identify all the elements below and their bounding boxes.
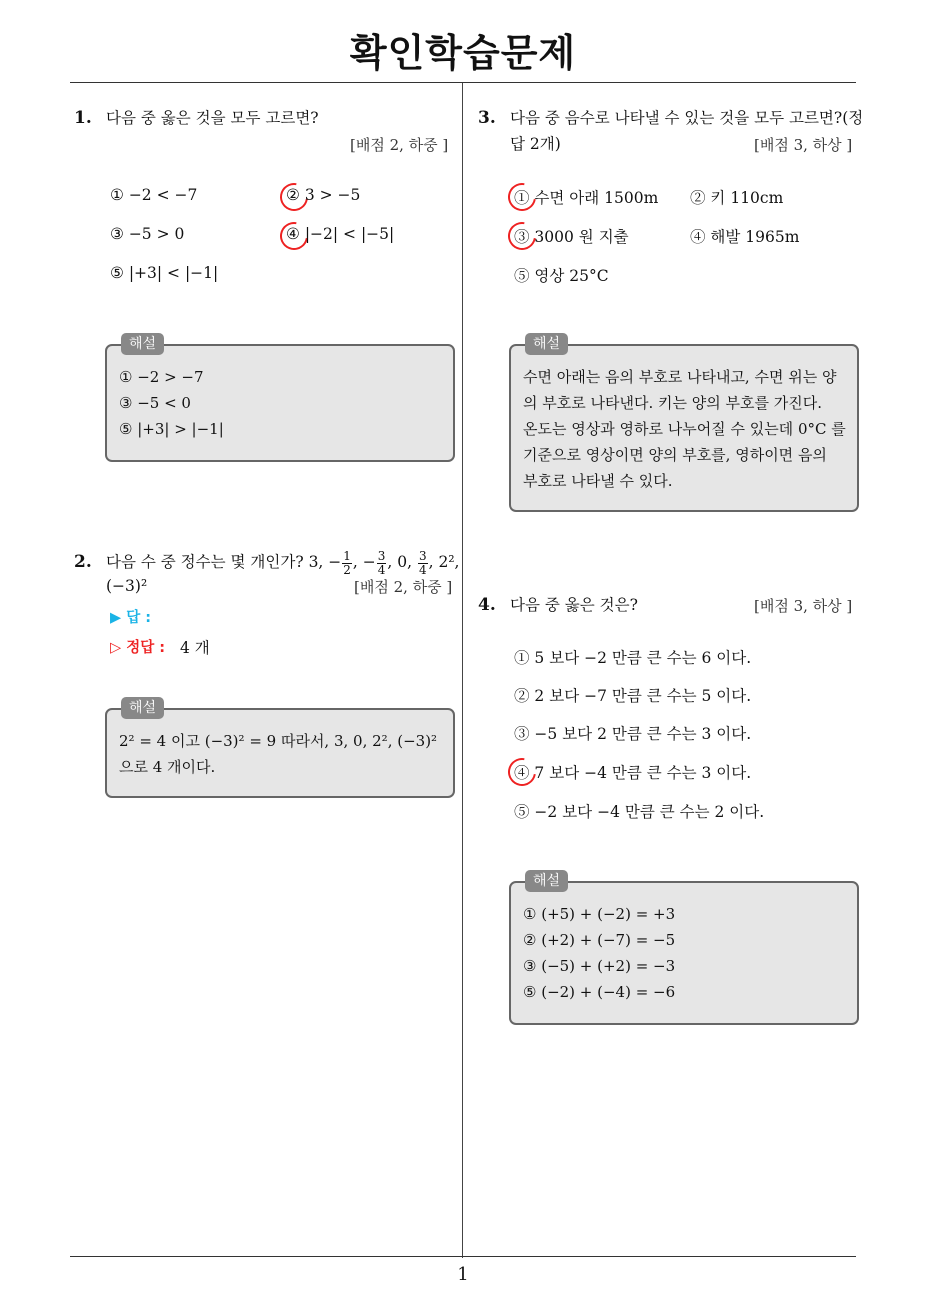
- explanation-line: 의 부호로 나타낸다. 키는 양의 부호를 가진다.: [523, 394, 822, 412]
- score-meta: [배점 3, 하상 ]: [754, 597, 853, 615]
- page-title: 확인학습문제: [349, 31, 577, 75]
- option-1[interactable]: ① 5 보다 −2 만큼 큰 수는 6 이다.: [514, 649, 752, 667]
- explanation-line: 수면 아래는 음의 부호로 나타내고, 수면 위는 양: [523, 368, 837, 386]
- option-4[interactable]: ④ 7 보다 −4 만큼 큰 수는 3 이다.: [514, 764, 752, 782]
- fraction-numerator: 3: [418, 548, 427, 563]
- top-rule: [70, 82, 856, 83]
- correct-answer-label: ▷ 정답 :: [110, 640, 166, 656]
- answer-label: ▶ 답 :: [110, 610, 152, 626]
- fraction-denominator: 2: [343, 562, 351, 577]
- option-4[interactable]: ④ 해발 1965m: [690, 228, 800, 246]
- option-4[interactable]: ④ |−2| < |−5|: [286, 225, 395, 243]
- question-text: 다음 중 옳은 것은?: [510, 596, 638, 614]
- option-1[interactable]: ① −2 < −7: [110, 186, 198, 204]
- separator: , 0,: [387, 553, 417, 571]
- option-5[interactable]: ⑤ 영상 25°C: [514, 267, 609, 285]
- question-text-end: , 2²,: [428, 553, 460, 571]
- explanation-box: [509, 336, 859, 512]
- question-text-start: 다음 수 중 정수는 몇 개인가? 3, −: [106, 553, 342, 571]
- fraction: [342, 550, 352, 577]
- explanation-line: ⑤ |+3| > |−1|: [119, 420, 224, 438]
- question-number: 2.: [74, 552, 92, 572]
- explanation-line: ① −2 > −7: [119, 368, 204, 386]
- question-text: 다음 중 옳은 것을 모두 고르면?: [106, 109, 319, 127]
- explanation-tag: 해설: [525, 870, 568, 892]
- explanation-line: 부호로 나타낼 수 있다.: [523, 472, 673, 490]
- bottom-rule: [70, 1256, 856, 1257]
- explanation-box: [105, 700, 455, 798]
- question-text: 다음 중 음수로 나타낼 수 있는 것을 모두 고르면?(정: [510, 109, 864, 127]
- question-number: 4.: [478, 595, 496, 615]
- score-meta: [배점 3, 하상 ]: [754, 136, 853, 154]
- explanation-tag: 해설: [121, 333, 164, 355]
- explanation-line: ⑤ (−2) + (−4) = −6: [523, 983, 676, 1001]
- fraction: [418, 550, 428, 577]
- option-2[interactable]: ② 3 > −5: [286, 186, 361, 204]
- explanation-tag: 해설: [121, 697, 164, 719]
- option-3[interactable]: ③ 3000 원 지출: [514, 228, 629, 246]
- option-2[interactable]: ② 2 보다 −7 만큼 큰 수는 5 이다.: [514, 687, 752, 705]
- page-number: 1: [457, 1264, 469, 1285]
- score-meta: [배점 2, 하중 ]: [354, 578, 453, 596]
- fraction-denominator: 4: [377, 562, 386, 577]
- option-2[interactable]: ② 키 110cm: [690, 189, 784, 207]
- explanation-box: [509, 873, 859, 1025]
- fraction-numerator: 3: [377, 548, 386, 563]
- option-5[interactable]: ⑤ −2 보다 −4 만큼 큰 수는 2 이다.: [514, 803, 765, 821]
- option-1[interactable]: ① 수면 아래 1500m: [514, 189, 659, 207]
- question-text-line2: 답 2개): [510, 135, 561, 153]
- column-divider: [462, 83, 463, 1258]
- question-number: 3.: [478, 108, 496, 128]
- explanation-line: ③ (−5) + (+2) = −3: [523, 957, 676, 975]
- fraction: [377, 550, 387, 577]
- question-text-line2: (−3)²: [106, 577, 148, 595]
- question-text: [106, 547, 459, 577]
- score-meta: [배점 2, 하중 ]: [350, 136, 449, 154]
- option-5[interactable]: ⑤ |+3| < |−1|: [110, 264, 219, 282]
- option-3[interactable]: ③ −5 보다 2 만큼 큰 수는 3 이다.: [514, 725, 752, 743]
- explanation-line: 기준으로 영상이면 양의 부호를, 영하이면 음의: [523, 446, 827, 464]
- explanation-line: 온도는 영상과 영하로 나누어질 수 있는데 0°C 를: [523, 420, 846, 438]
- fraction-denominator: 4: [418, 562, 427, 577]
- explanation-line: ③ −5 < 0: [119, 394, 191, 412]
- option-3[interactable]: ③ −5 > 0: [110, 225, 185, 243]
- explanation-tag: 해설: [525, 333, 568, 355]
- fraction-numerator: 1: [343, 548, 351, 563]
- explanation-line: ① (+5) + (−2) = +3: [523, 905, 676, 923]
- explanation-box: [105, 336, 455, 462]
- explanation-line: ② (+2) + (−7) = −5: [523, 931, 676, 949]
- question-number: 1.: [74, 108, 92, 128]
- separator: , −: [352, 553, 376, 571]
- explanation-line: 으로 4 개이다.: [119, 758, 216, 776]
- explanation-line: 2² = 4 이고 (−3)² = 9 따라서, 3, 0, 2², (−3)²: [119, 732, 438, 750]
- correct-answer-value: 4 개: [180, 639, 210, 657]
